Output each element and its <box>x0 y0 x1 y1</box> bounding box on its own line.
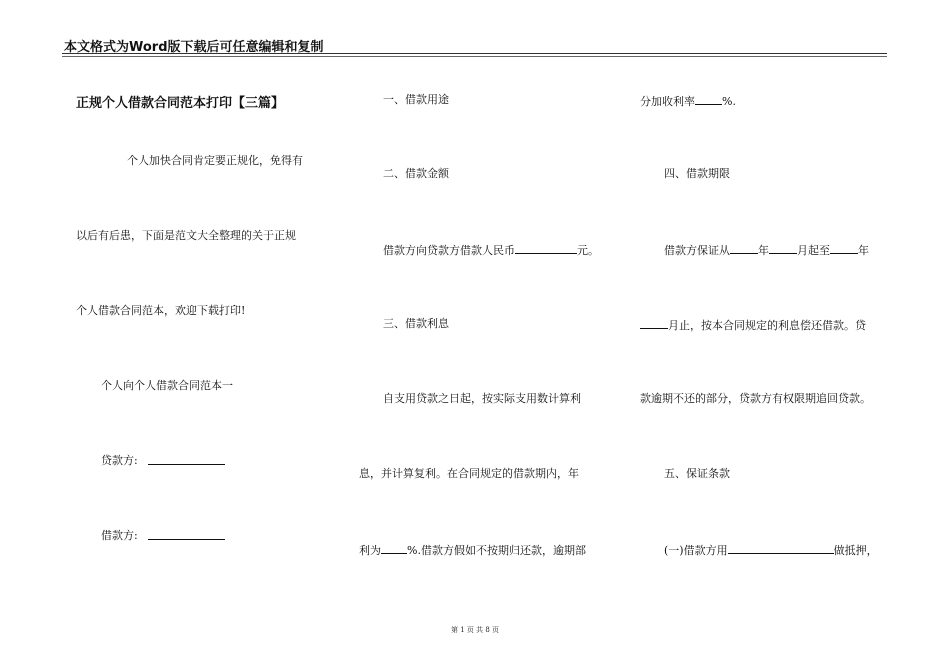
contract-subtitle: 个人向个人借款合同范本一 <box>101 379 233 392</box>
section-1-heading: 一、借款用途 <box>383 93 449 106</box>
penalty-rate-text: 分加收利率 <box>640 95 695 108</box>
header-rule-thin <box>62 56 887 57</box>
section-2-heading: 二、借款金额 <box>383 167 449 180</box>
document-header: 本文格式为Word版下载后可任意编辑和复制 <box>64 40 324 55</box>
term-until-label: 月起至 <box>797 244 830 257</box>
collateral-blank <box>728 542 834 554</box>
term-year-label: 年 <box>758 244 769 257</box>
amount-blank <box>515 242 577 254</box>
penalty-rate-unit: %. <box>722 95 736 108</box>
term-start-text: 借款方保证从 <box>664 244 730 257</box>
page-number: 第 1 页 共 8 页 <box>450 626 500 634</box>
term-line-1 <box>664 242 869 258</box>
lender-blank <box>148 464 225 465</box>
intro-line-1: 个人加快合同肯定要正规化，免得有 <box>127 154 303 167</box>
guarantee-line-1 <box>664 542 878 558</box>
interest-line-3 <box>359 542 586 558</box>
term-start-year-blank <box>730 242 758 254</box>
borrower-label: 借款方: <box>101 529 138 542</box>
interest-line-2: 息，并计算复利。在合同规定的借款期内，年 <box>359 467 579 480</box>
interest-rate-blank <box>381 542 407 554</box>
guarantee-text: (一)借款方用 <box>664 544 728 557</box>
interest-line-1: 自支用贷款之日起，按实际支用数计算利 <box>383 392 581 405</box>
term-line-3: 款逾期不还的部分，贷款方有权限期追回贷款。 <box>640 392 871 405</box>
intro-line-3: 个人借款合同范本，欢迎下载打印! <box>76 304 246 317</box>
penalty-rate-blank <box>695 93 722 105</box>
intro-line-2: 以后有后患，下面是范文大全整理的关于正规 <box>76 229 296 242</box>
interest-rate-tail: %.借款方假如不按期归还款，逾期部 <box>407 544 586 557</box>
term-end-month-blank <box>640 317 668 329</box>
penalty-rate-line <box>640 93 736 109</box>
amount-line <box>383 242 599 258</box>
document-title: 正规个人借款合同范本打印【三篇】 <box>76 96 285 111</box>
lender-label: 贷款方: <box>101 454 138 467</box>
interest-rate-text: 利为 <box>359 544 381 557</box>
term-line-2 <box>640 317 866 333</box>
amount-text: 借款方向贷款方借款人民币 <box>383 244 515 257</box>
term-end-text: 月止，按本合同规定的利息偿还借款。贷 <box>668 319 866 332</box>
header-rule <box>62 53 887 54</box>
term-end-year-blank <box>830 242 858 254</box>
term-start-month-blank <box>769 242 797 254</box>
guarantee-tail: 做抵押， <box>833 544 878 557</box>
section-4-heading: 四、借款期限 <box>664 167 730 180</box>
borrower-blank <box>148 539 225 540</box>
section-3-heading: 三、借款利息 <box>383 317 449 330</box>
amount-unit: 元。 <box>577 244 599 257</box>
section-5-heading: 五、保证条款 <box>664 467 730 480</box>
term-end-year-label: 年 <box>858 244 869 257</box>
